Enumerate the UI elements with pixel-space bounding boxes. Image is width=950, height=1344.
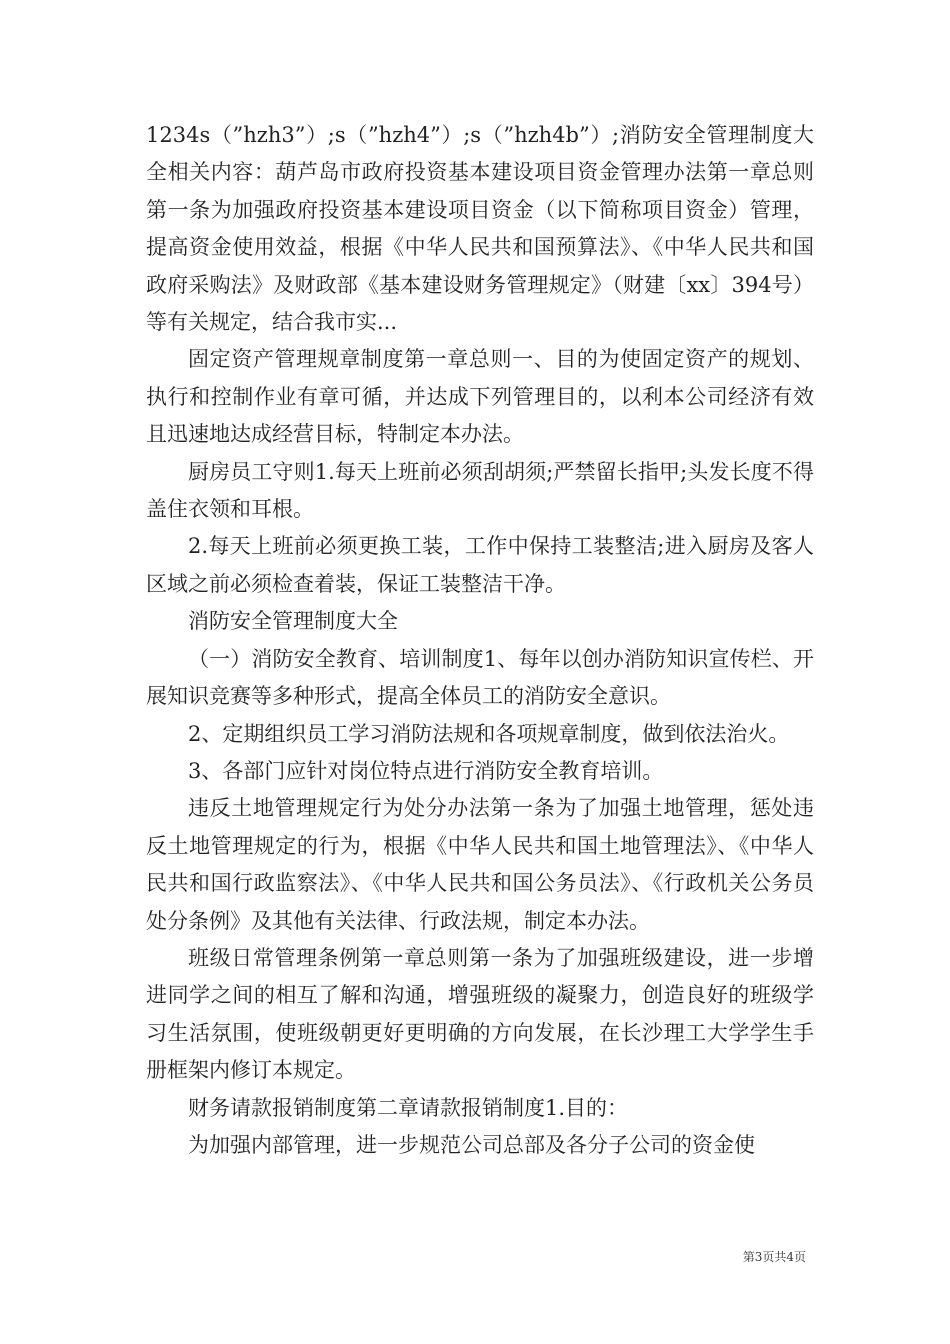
paragraph-11: 财务请款报销制度第二章请款报销制度1.目的： <box>188 1095 629 1120</box>
page-number-footer: 第3页共4页 <box>742 1250 806 1264</box>
paragraph-9: 违反土地管理规定行为处分办法第一条为了加强土地管理，惩处违反土地管理规定的行为，根据《中华人民共和国土地管理法》、《中华人民共和国行政监察法》、《中华人民共和国公务员法》、《行政机关公务员处分条例》及其他有关法律、行政法规，制定本办法。 <box>146 796 814 933</box>
paragraph-12: 为加强内部管理，进一步规范公司总部及各分子公司的资金使 <box>188 1132 755 1157</box>
paragraph-7: 2、定期组织员工学习消防法规和各项规章制度，做到依法治火。 <box>188 721 790 746</box>
paragraph-10: 班级日常管理条例第一章总则第一条为了加强班级建设，进一步增进同学之间的相互了解和沟通，增强班级的凝聚力，创造良好的班级学习生活氛围，使班级朝更好更明确的方向发展，在长沙理工大学学生手册框架内修订本规定。 <box>146 945 814 1083</box>
document-body <box>146 117 814 1164</box>
paragraph-8: 3、各部门应针对岗位特点进行消防安全教育培训。 <box>188 758 664 783</box>
paragraph-6: （一）消防安全教育、培训制度1、每年以创办消防知识宣传栏、开展知识竞赛等多种形式，提高全体员工的消防安全意识。 <box>146 646 814 709</box>
paragraph-4: 2.每天上班前必须更换工装，工作中保持工装整洁;进入厨房及客人区域之前必须检查着装，保证工装整洁干净。 <box>146 534 814 596</box>
paragraph-2: 固定资产管理规章制度第一章总则一、目的为使固定资产的规划、执行和控制作业有章可循，并达成下列管理目的，以利本公司经济有效且迅速地达成经营目标，特制定本办法。 <box>146 347 814 447</box>
paragraph-3: 厨房员工守则1.每天上班前必须刮胡须;严禁留长指甲;头发长度不得盖住衣领和耳根。 <box>146 459 814 522</box>
paragraph-5: 消防安全管理制度大全 <box>188 609 398 634</box>
paragraph-1: 1234s（”hzh3”）;s（”hzh4”）;s（”hzh4b”）;消防安全管理制度大全相关内容：葫芦岛市政府投资基本建设项目资金管理办法第一章总则第一条为加强政府投资基本建设项目资金（以下简称项目资金）管理，提高资金使用效益，根据《中华人民共和国预算法》、《中华人民共和国政府采购法》及财政部《基本建设财务管理规定》（财建〔xx〕394号）等有关规定，结合我市实... <box>146 123 814 335</box>
